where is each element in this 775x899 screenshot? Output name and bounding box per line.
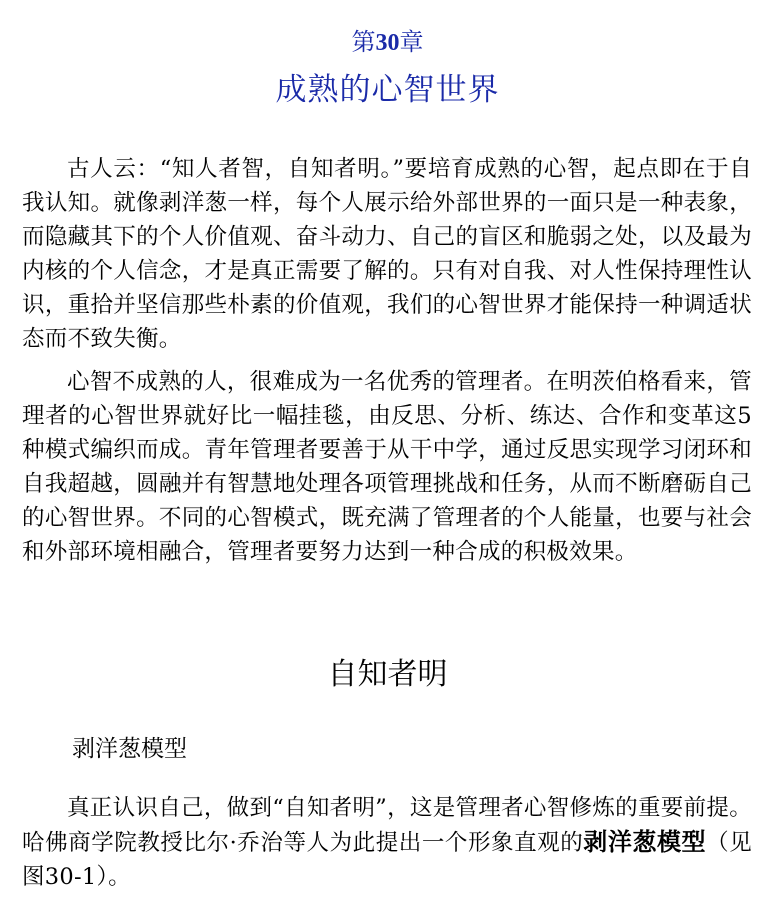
bold-term-onion-model: 剥洋葱模型: [583, 828, 707, 856]
body-paragraph-3: [22, 791, 752, 894]
subsection-title: 剥洋葱模型: [72, 736, 187, 762]
section-title: 自知者明: [327, 657, 448, 692]
chapter-number-value: 30: [375, 30, 400, 56]
chapter-number: [0, 26, 775, 59]
chapter-number-prefix: 第: [351, 28, 376, 56]
chapter-number-suffix: 章: [399, 28, 424, 56]
paragraph-3-text-after: （见图30-1）。: [22, 830, 752, 890]
paragraph-3-text-before: 真正认识自己，做到“自知者明”，这是管理者心智修炼的重要前提。哈佛商学院教授比尔·乔治等人为此提出一个形象直观的: [22, 795, 752, 856]
body-paragraph-1: 古人云：“知人者智，自知者明。”要培育成熟的心智，起点即在于自我认知。就像剥洋葱一样，每个人展示给外部世界的一面只是一种表象，而隐藏其下的个人价值观、奋斗动力、自己的盲区和脆弱之处，以及最为内核的个人信念，才是真正需要了解的。只有对自我、对人性保持理性认识，重拾并坚信那些朴素的价值观，我们的心智世界才能保持一种调适状态而不致失衡。: [22, 156, 752, 352]
chapter-title: 成熟的心智世界: [275, 72, 500, 108]
body-paragraph-2: 心智不成熟的人，很难成为一名优秀的管理者。在明茨伯格看来，管理者的心智世界就好比一幅挂毯，由反思、分析、练达、合作和变革这5种模式编织而成。青年管理者要善于从干中学，通过反思实现学习闭环和自我超越，圆融并有智慧地处理各项管理挑战和任务，从而不断磨砺自己的心智世界。不同的心智模式，既充满了管理者的个人能量，也要与社会和外部环境相融合，管理者要努力达到一种合成的积极效果。: [22, 369, 752, 565]
